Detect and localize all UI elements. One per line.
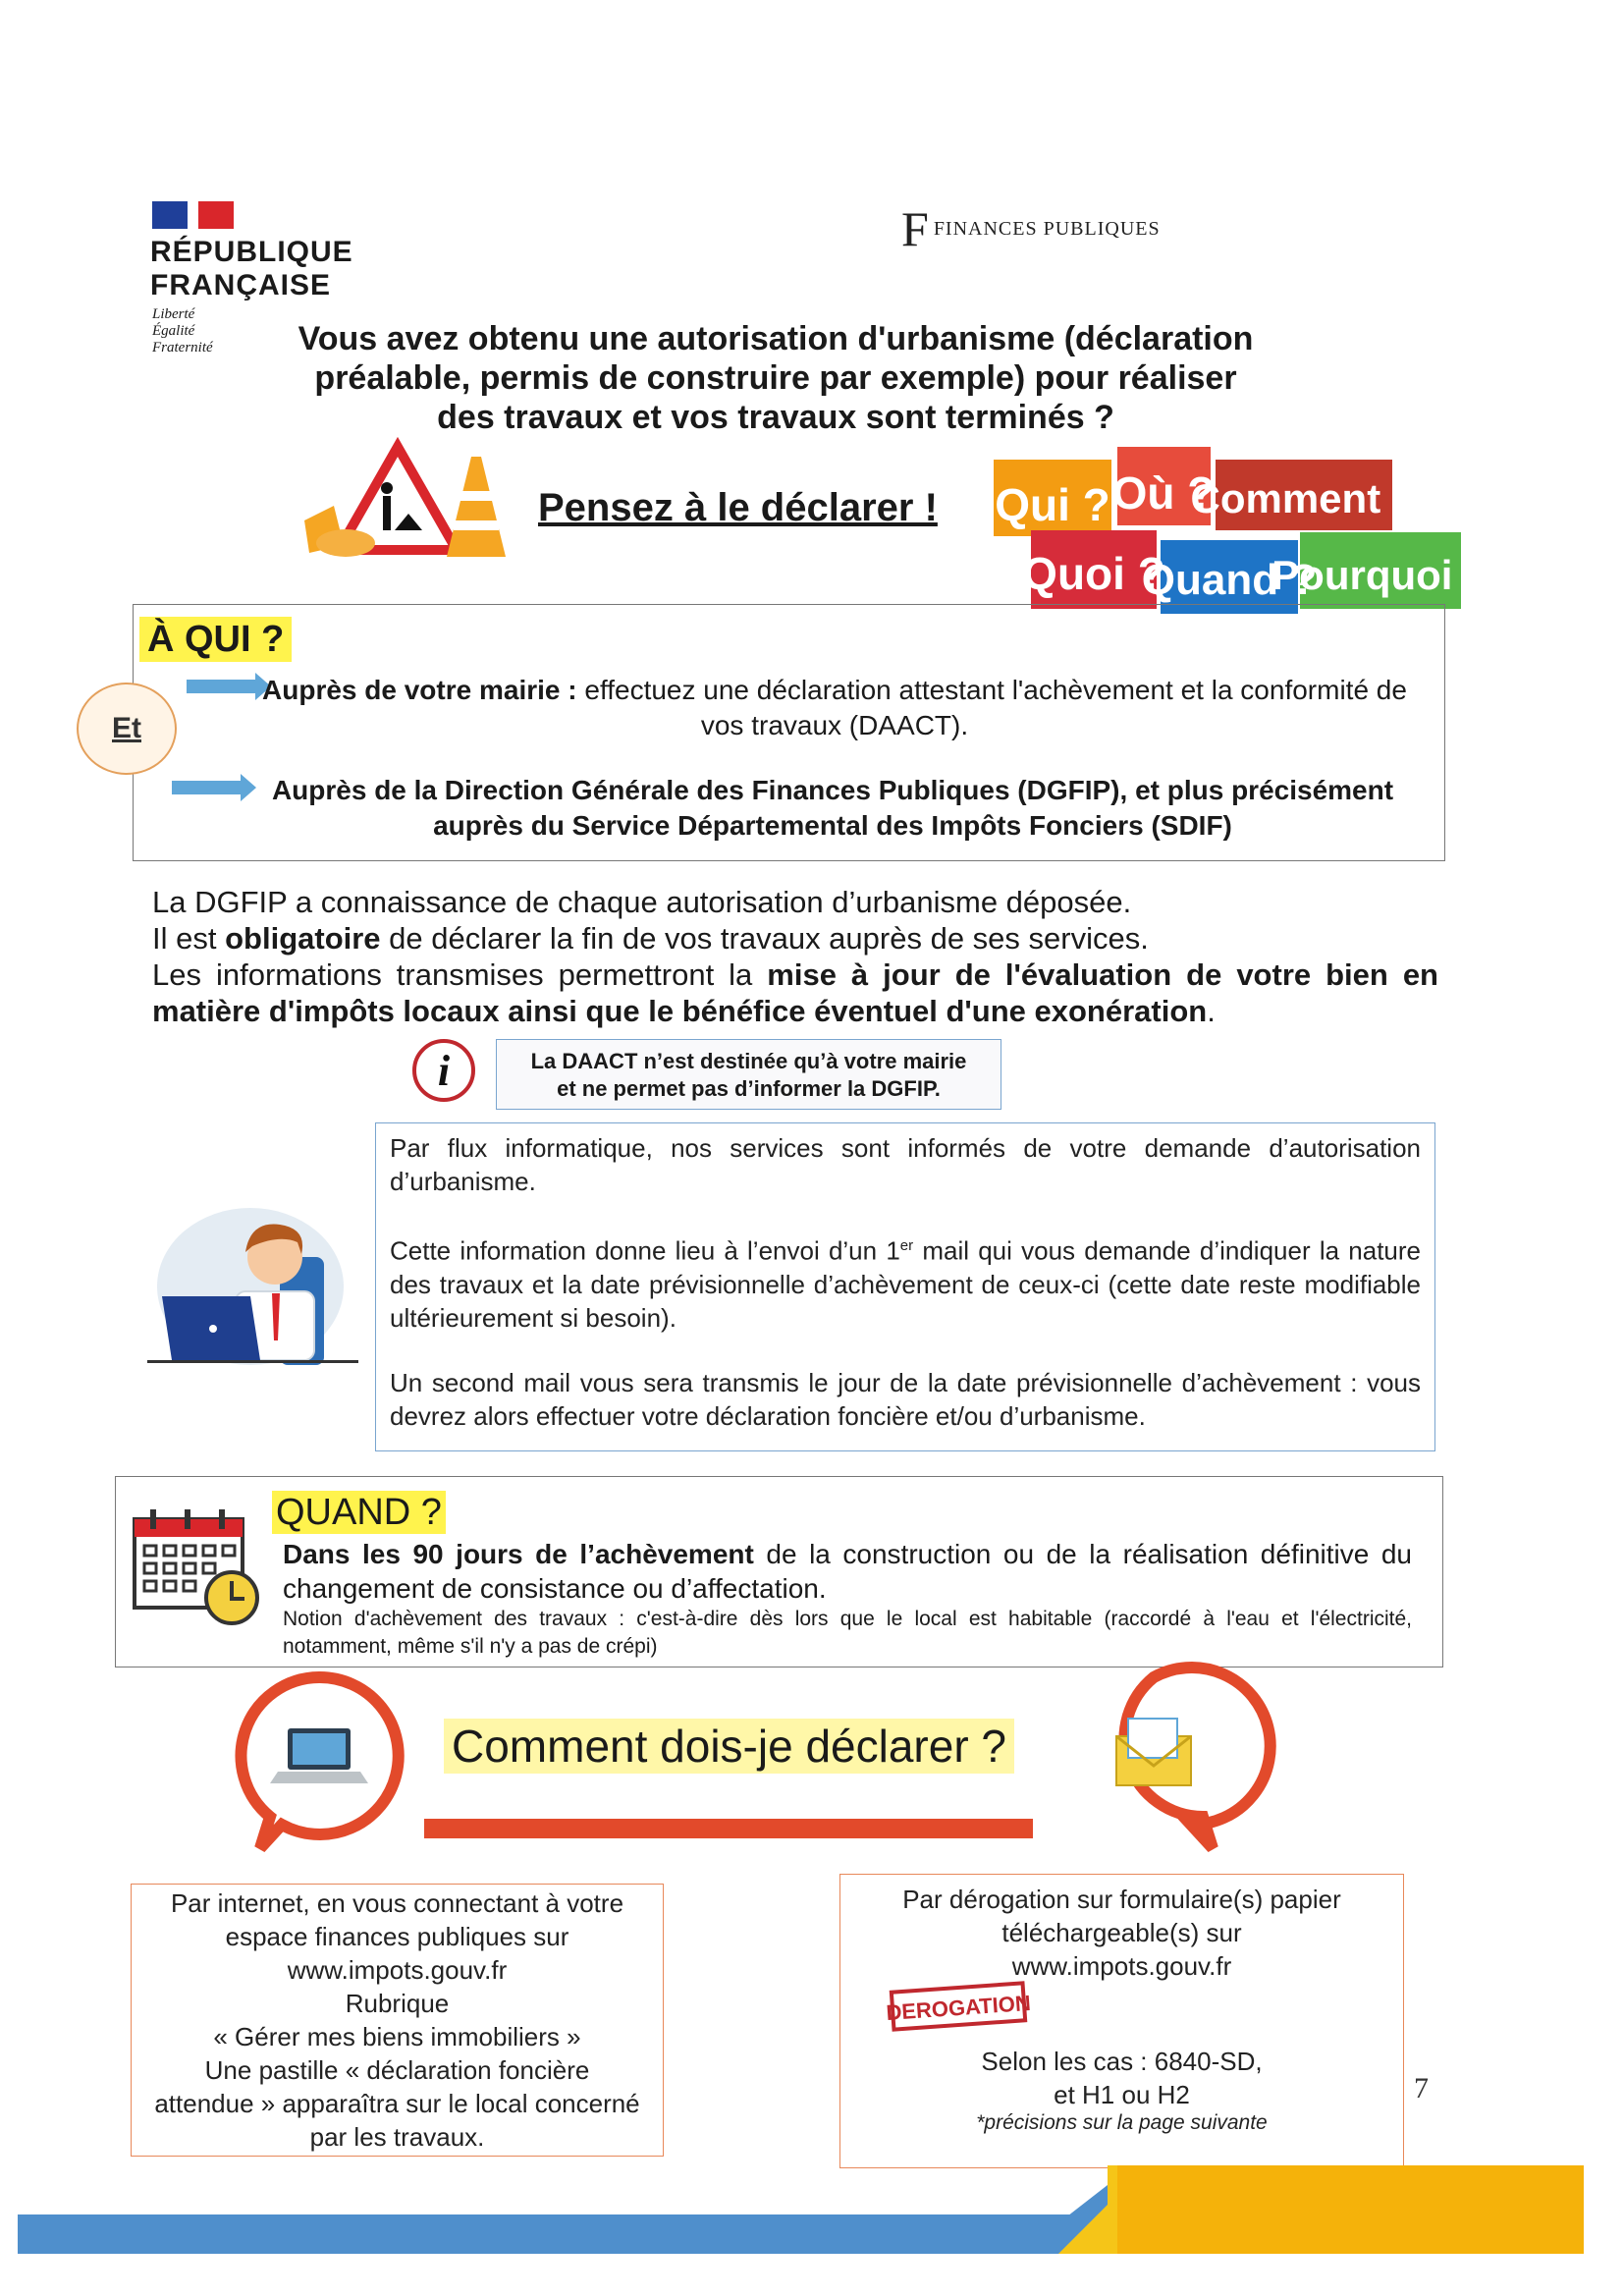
republic-motto: Liberté Égalité Fraternité (152, 306, 213, 355)
quand-heading: QUAND ? (272, 1491, 446, 1534)
quand-deadline: Dans les 90 jours de l’achèvement de la construction ou de la réalisation définitive du changement de consistance ou d’affectation. (283, 1539, 1413, 1604)
online-declaration-box: Par internet, en vous connectant à votre espace finances publiques sur www.impots.gouv.fr Rubrique « Gérer mes biens immobiliers » Une pastille « déclaration foncière attendue » apparaîtra sur le local concerné par les travaux. (131, 1884, 664, 2157)
paper-forms-list: Selon les cas : 6840-SD, et H1 ou H2 (981, 2047, 1263, 2109)
bubble-word-comment: Comment ? (1190, 475, 1418, 521)
bubble-word-pourquoi: Pourquoi ? (1271, 552, 1489, 598)
bubble-word-ou: Où ? (1111, 467, 1216, 519)
bubble-word-qui: Qui ? (995, 479, 1110, 530)
svg-text:DEROGATION: DEROGATION (885, 1990, 1032, 2026)
section-divider (424, 1819, 1033, 1838)
finances-f-icon: F (901, 201, 930, 256)
et-connector: Et (77, 683, 177, 775)
info-icon: i (412, 1039, 475, 1102)
bubble-word-quoi: Quoi ? (1022, 548, 1165, 599)
a-qui-dgfip: Auprès de la Direction Générale des Finances Publiques (DGFIP), et plus précisément auprès du Service Départemental des Impôts Fonciers (SDIF) (271, 775, 1394, 841)
person-laptop-illustration (142, 1203, 363, 1370)
derogation-stamp (885, 1984, 1032, 2029)
question-bubbles-graphic (992, 442, 1489, 624)
reminder-heading: Pensez à le déclarer ! (538, 486, 938, 529)
paper-declaration-box: Par dérogation sur formulaire(s) papier téléchargeable(s) sur www.impots.gouv.fr (839, 1874, 1404, 2168)
mail-pin-icon (1065, 1669, 1242, 1856)
flux-informatique-box: Par flux informatique, nos services sont informés de votre demande d’autorisation d’urbanisme. Cette information donne lieu à l’envoi d’un 1er mail qui vous demande d’indiquer la nature des travaux et la date prévisionnelle d’achèvement de ceux-ci (cette date reste modifiable ultérieurement si besoin). Un second mail vous sera transmis le jour de la date prévisionnelle d’achèvement : vous devrez alors effectuer votre déclaration foncière et/ou d’urbanisme. (375, 1122, 1435, 1451)
bubble-word-quand: Quand ? (1141, 556, 1318, 604)
footer-band (18, 2165, 1584, 2254)
republique-flag (152, 201, 234, 229)
page-title: Vous avez obtenu une autorisation d'urbanisme (déclaration préalable, permis de construire par exemple) pour réaliser des travaux et vos travaux sont terminés ? (298, 320, 1254, 436)
arrow-right-icon (172, 781, 243, 794)
a-qui-mairie: Auprès de votre mairie : effectuez une déclaration attestant l'achèvement et la conformité de vos travaux (DAACT). (262, 675, 1407, 740)
finances-publiques-logo: F FINANCES PUBLIQUES (901, 201, 1161, 256)
paper-forms-note: *précisions sur la page suivante (976, 2111, 1268, 2134)
republique-francaise-title: RÉPUBLIQUE FRANÇAISE (150, 236, 353, 301)
dgfip-intro-paragraph: La DGFIP a connaissance de chaque autorisation d’urbanisme déposée. Il est obligatoire de déclarer la fin de vos travaux auprès de ses services. Les informations transmises permettront la mise à jour de l'évaluation de votre bien en matière d'impôts locaux ainsi que le bénéfice éventuel d'une exonération. (152, 885, 1438, 1028)
calendar-clock-icon (131, 1504, 263, 1627)
quand-note: Notion d'achèvement des travaux : c'est-à-dire dès lors que le local est habitable (raccordé à l'eau et l'électricité, notamment, même s'il n'y a pas de crépi) (283, 1608, 1412, 1658)
page-number: 7 (1414, 2072, 1429, 2105)
daact-info-note: La DAACT n’est destinée qu’à votre mairie et ne permet pas d’informer la DGFIP. (496, 1039, 1001, 1110)
roadworks-icon (285, 437, 511, 565)
a-qui-heading: À QUI ? (139, 617, 292, 662)
laptop-pin-icon (231, 1669, 407, 1856)
comment-heading: Comment dois-je déclarer ? (444, 1719, 1014, 1774)
arrow-right-icon (187, 680, 257, 693)
